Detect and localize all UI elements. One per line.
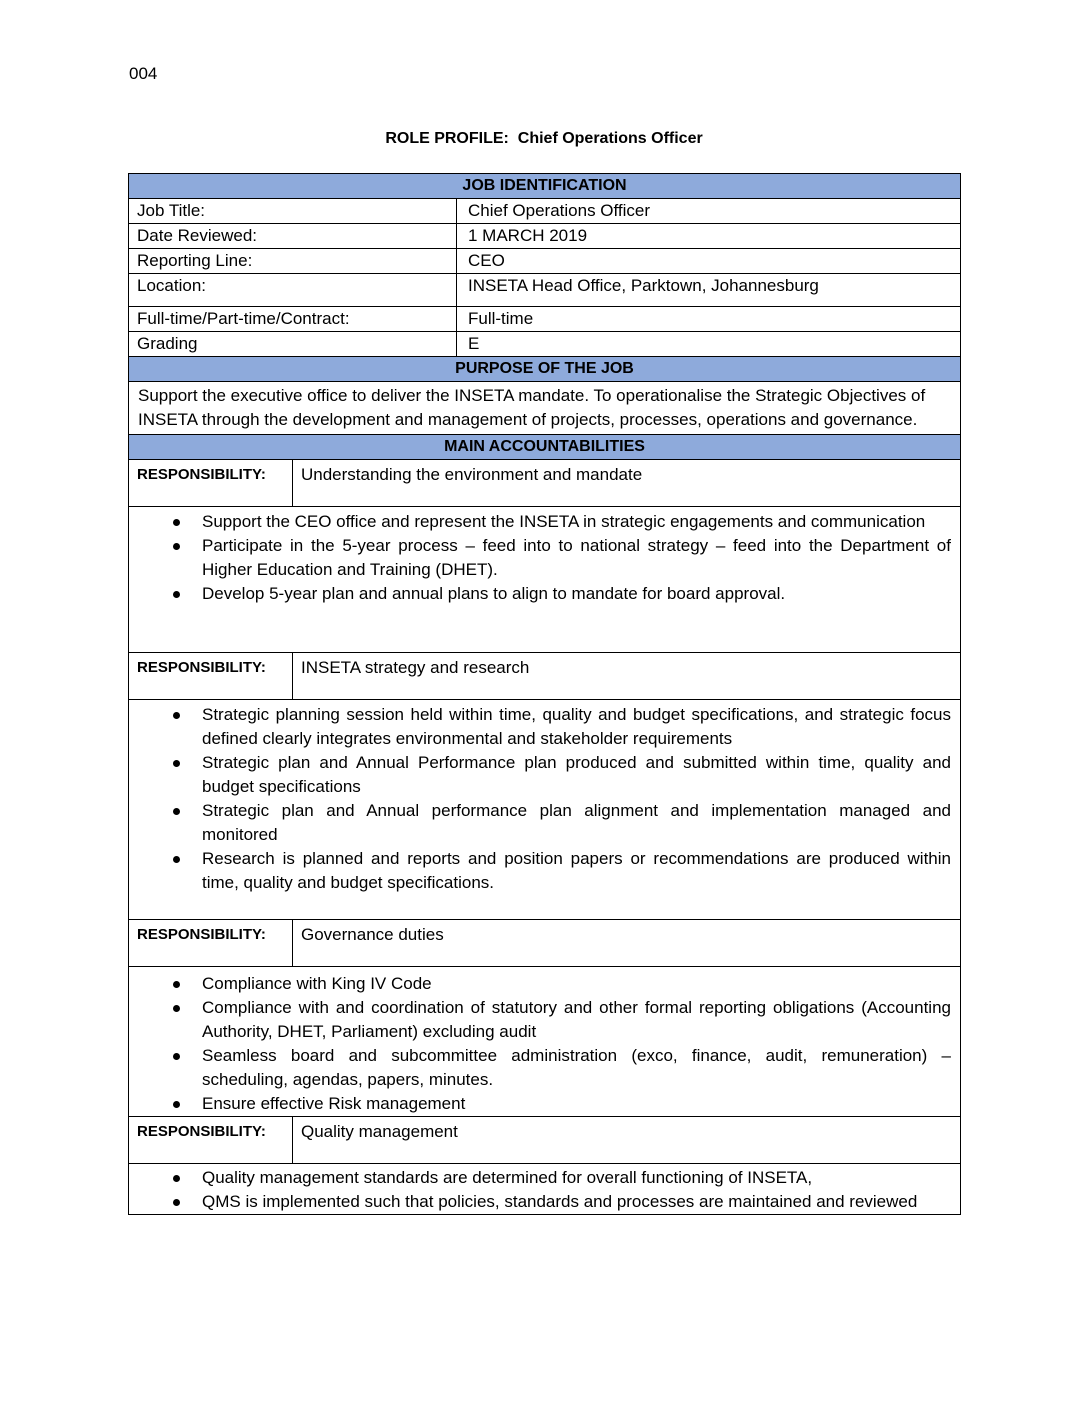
row-value: Chief Operations Officer — [468, 201, 651, 220]
responsibility-title: Governance duties — [301, 925, 444, 944]
responsibility-bullets — [129, 700, 960, 920]
bullet-item: Support the CEO office and represent the INSETA in strategic engagements and communication — [202, 510, 951, 534]
responsibility-row — [129, 653, 960, 700]
row-value: Full-time — [468, 309, 534, 328]
row-value: 1 MARCH 2019 — [468, 226, 588, 245]
responsibility-label: RESPONSIBILITY: — [129, 653, 293, 699]
job-identification-header: JOB IDENTIFICATION — [129, 174, 960, 199]
row-label: Reporting Line: — [129, 249, 457, 273]
employment-type-row — [129, 307, 960, 332]
responsibility-label: RESPONSIBILITY: — [129, 920, 293, 966]
reporting-line-row — [129, 249, 960, 274]
responsibility-label: RESPONSIBILITY: — [129, 460, 293, 506]
row-label: Location: — [129, 274, 457, 306]
row-value: INSETA Head Office, Parktown, Johannesburg — [468, 276, 819, 295]
responsibility-bullets — [129, 967, 960, 1117]
responsibility-row — [129, 920, 960, 967]
responsibility-bullets — [129, 507, 960, 653]
row-label: Full-time/Part-time/Contract: — [129, 307, 457, 331]
row-label: Job Title: — [129, 199, 457, 223]
title-role: Chief Operations Officer — [517, 130, 703, 147]
title-prefix: ROLE PROFILE: — [385, 130, 509, 147]
bullet-item: Seamless board and subcommittee administration (exco, finance, audit, remuneration) – scheduling, agendas, papers, minutes. — [202, 1044, 951, 1092]
bullet-item: Develop 5-year plan and annual plans to align to mandate for board approval. — [202, 582, 951, 606]
bullet-item: QMS is implemented such that policies, standards and processes are maintained and reviewed — [202, 1190, 951, 1214]
responsibility-title: Quality management — [301, 1122, 458, 1141]
accountabilities-header: MAIN ACCOUNTABILITIES — [129, 435, 960, 460]
grading-row — [129, 332, 960, 357]
bullet-item: Compliance with King IV Code — [202, 972, 951, 996]
row-value: CEO — [468, 251, 505, 270]
document-title — [0, 130, 1088, 148]
role-profile-table — [128, 173, 961, 1215]
bullet-item: Strategic planning session held within time, quality and budget specifications, and strategic focus defined clearly integrates environmental and stakeholder requirements — [202, 703, 951, 751]
page-number: 004 — [129, 64, 158, 83]
bullet-item: Ensure effective Risk management — [202, 1092, 951, 1116]
bullet-item: Strategic plan and Annual performance plan alignment and implementation managed and monitored — [202, 799, 951, 847]
row-value: E — [468, 334, 480, 353]
job-title-row — [129, 199, 960, 224]
row-label: Date Reviewed: — [129, 224, 457, 248]
purpose-header: PURPOSE OF THE JOB — [129, 357, 960, 382]
responsibility-row — [129, 1117, 960, 1164]
responsibility-title: Understanding the environment and mandate — [301, 465, 643, 484]
row-label: Grading — [129, 332, 457, 356]
bullet-item: Strategic plan and Annual Performance plan produced and submitted within time, quality and budget specifications — [202, 751, 951, 799]
bullet-item: Compliance with and coordination of statutory and other formal reporting obligations (Accounting Authority, DHET, Parliament) excluding audit — [202, 996, 951, 1044]
location-row — [129, 274, 960, 307]
bullet-item: Quality management standards are determined for overall functioning of INSETA, — [202, 1166, 951, 1190]
responsibility-bullets — [129, 1164, 960, 1214]
bullet-item: Research is planned and reports and position papers or recommendations are produced within time, quality and budget specifications. — [202, 847, 951, 895]
responsibility-label: RESPONSIBILITY: — [129, 1117, 293, 1163]
bullet-item: Participate in the 5-year process – feed into to national strategy – feed into the Department of Higher Education and Training (DHET). — [202, 534, 951, 582]
responsibility-title: INSETA strategy and research — [301, 658, 530, 677]
responsibility-row — [129, 460, 960, 507]
purpose-text: Support the executive office to deliver the INSETA mandate. To operationalise the Strategic Objectives of INSETA through the development and management of projects, processes, operations and governance. — [129, 382, 960, 435]
date-reviewed-row — [129, 224, 960, 249]
